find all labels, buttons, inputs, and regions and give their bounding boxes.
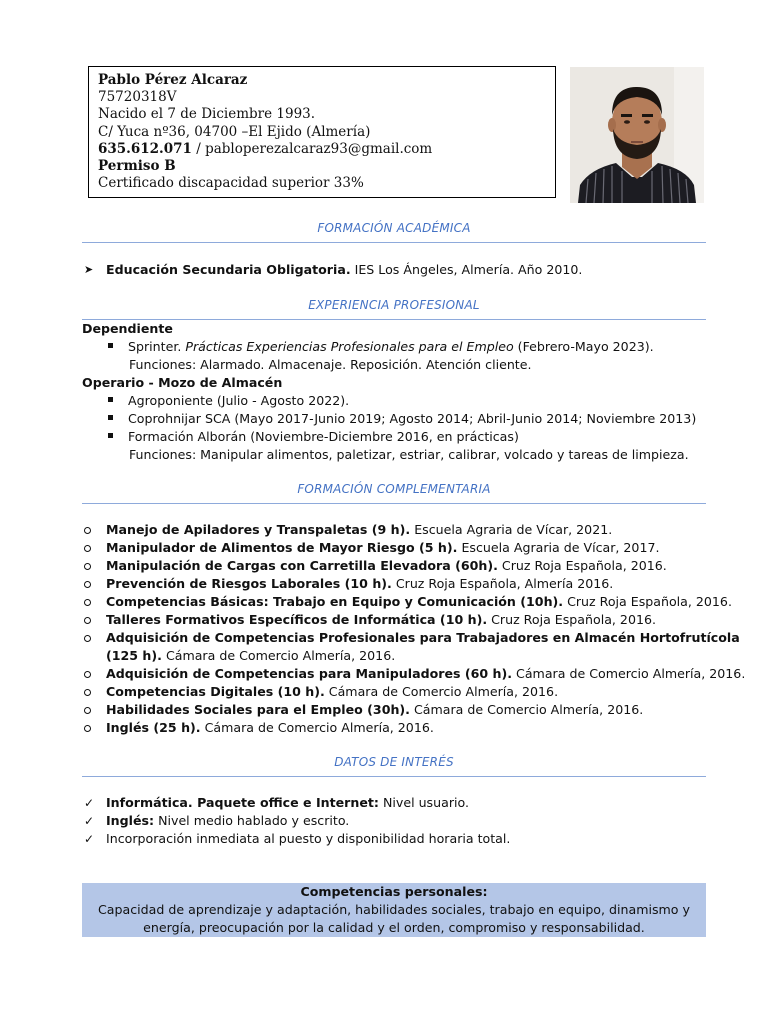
interest-label: Informática. Paquete office e Internet: — [106, 795, 379, 810]
interest-label: Inglés: — [106, 813, 155, 828]
course-title: Prevención de Riesgos Laborales (10 h). — [106, 576, 392, 591]
course-item — [106, 683, 558, 701]
interest-item — [106, 830, 510, 848]
dni: 75720318V — [98, 89, 177, 106]
personal-skills-line: energía, preocupación por la calidad y el orden, compromiso y responsabilidad. — [143, 920, 645, 935]
square-bullet-icon — [108, 415, 113, 420]
course-detail: Escuela Agraria de Vícar, 2017. — [457, 540, 660, 555]
course-title: Habilidades Sociales para el Empleo (30h). — [106, 702, 410, 717]
interest-item — [106, 794, 469, 812]
course-item — [106, 719, 434, 737]
phone: 635.612.071 — [98, 140, 192, 157]
circle-bullet-icon — [84, 689, 91, 696]
circle-bullet-icon — [84, 671, 91, 678]
checkmark-icon: ✓ — [84, 832, 95, 846]
square-bullet-icon — [108, 397, 113, 402]
section-title-formacion: FORMACIÓN ACADÉMICA — [317, 221, 471, 235]
driving-license: Permiso B — [98, 158, 176, 175]
interest-detail: Nivel medio hablado y escrito. — [154, 813, 350, 828]
email[interactable]: pabloperezalcaraz93@gmail.com — [205, 140, 433, 157]
course-title: Competencias Básicas: Trabajo en Equipo y Comunicación (10h). — [106, 594, 564, 609]
profile-photo — [570, 67, 704, 203]
circle-bullet-icon — [84, 563, 91, 570]
course-detail: Cruz Roja Española, Almería 2016. — [391, 576, 614, 591]
education-detail: IES Los Ángeles, Almería. Año 2010. — [350, 262, 583, 277]
email-separator: / — [191, 140, 206, 157]
education-item — [106, 261, 582, 279]
interest-detail: Nivel usuario. — [378, 795, 469, 810]
course-detail: Cámara de Comercio Almería, 2016. — [512, 666, 746, 681]
course-item — [106, 593, 732, 611]
circle-bullet-icon — [84, 635, 91, 642]
circle-bullet-icon — [84, 725, 91, 732]
circle-bullet-icon — [84, 599, 91, 606]
section-title-experiencia: EXPERIENCIA PROFESIONAL — [308, 298, 480, 312]
course-item — [106, 611, 656, 629]
portrait-illustration — [570, 67, 704, 203]
job-sprinter — [128, 338, 654, 356]
role-operario: Operario - Mozo de Almacén — [82, 375, 283, 390]
job-agroponiente: Agroponiente (Julio - Agosto 2022). — [128, 393, 350, 408]
course-item — [106, 575, 613, 593]
section-divider — [82, 319, 706, 320]
course-detail: Cruz Roja Española, 2016. — [497, 558, 667, 573]
course-title: Talleres Formativos Específicos de Informática (10 h). — [106, 612, 488, 627]
job-period: (Febrero-Mayo 2023). — [513, 339, 654, 354]
role-dependiente: Dependiente — [82, 321, 173, 336]
square-bullet-icon — [108, 433, 113, 438]
section-title-complementaria: FORMACIÓN COMPLEMENTARIA — [297, 482, 491, 496]
course-title: Inglés (25 h). — [106, 720, 201, 735]
circle-bullet-icon — [84, 617, 91, 624]
course-detail: Cámara de Comercio Almería, 2016. — [161, 648, 396, 663]
section-title-interes: DATOS DE INTERÉS — [334, 755, 454, 769]
circle-bullet-icon — [84, 527, 91, 534]
arrow-bullet-icon: ➤ — [84, 263, 94, 276]
checkmark-icon: ✓ — [84, 796, 95, 810]
course-detail: Escuela Agraria de Vícar, 2021. — [410, 522, 613, 537]
contact-line — [98, 141, 555, 158]
circle-bullet-icon — [84, 545, 91, 552]
job-company: Sprinter. — [128, 339, 186, 354]
job-program: Prácticas Experiencias Profesionales para el Empleo — [185, 339, 514, 354]
course-title: Manejo de Apiladores y Transpaletas (9 h). — [106, 522, 411, 537]
circle-bullet-icon — [84, 581, 91, 588]
course-detail: Cámara de Comercio Almería, 2016. — [200, 720, 434, 735]
contact-box — [88, 66, 556, 198]
course-detail: Cámara de Comercio Almería, 2016. — [409, 702, 644, 717]
circle-bullet-icon — [84, 707, 91, 714]
course-hours: (125 h). — [106, 648, 162, 663]
disability-certificate: Certificado discapacidad superior 33% — [98, 175, 364, 192]
personal-skills-title: Competencias personales: — [300, 884, 488, 899]
job-functions: Funciones: Alarmado. Almacenaje. Reposición. Atención cliente. — [129, 357, 532, 372]
course-item — [106, 665, 745, 683]
education-title: Educación Secundaria Obligatoria. — [106, 262, 351, 277]
interest-item — [106, 812, 349, 830]
birth-date: Nacido el 7 de Diciembre 1993. — [98, 106, 316, 123]
course-title: Manipulador de Alimentos de Mayor Riesgo (5 h). — [106, 540, 458, 555]
course-title: Competencias Digitales (10 h). — [106, 684, 325, 699]
course-item — [106, 521, 612, 539]
section-divider — [82, 503, 706, 504]
section-divider — [82, 776, 706, 777]
interest-detail: Incorporación inmediata al puesto y disponibilidad horaria total. — [106, 831, 511, 846]
job-coprohnijar: Coprohnijar SCA (Mayo 2017-Junio 2019; Agosto 2014; Abril-Junio 2014; Noviembre 2013) — [128, 411, 697, 426]
job-alboran: Formación Alborán (Noviembre-Diciembre 2016, en prácticas) — [128, 429, 519, 444]
section-divider — [82, 242, 706, 243]
course-title: Manipulación de Cargas con Carretilla Elevadora (60h). — [106, 558, 498, 573]
course-item — [106, 701, 643, 719]
candidate-name: Pablo Pérez Alcaraz — [98, 72, 248, 88]
course-title: Adquisición de Competencias para Manipuladores (60 h). — [106, 666, 513, 681]
checkmark-icon: ✓ — [84, 814, 95, 828]
course-detail: Cámara de Comercio Almería, 2016. — [324, 684, 559, 699]
course-item — [106, 557, 667, 575]
address: C/ Yuca nº36, 04700 –El Ejido (Almería) — [98, 123, 371, 140]
course-item-continuation — [106, 647, 395, 665]
square-bullet-icon — [108, 343, 113, 348]
course-detail: Cruz Roja Española, 2016. — [487, 612, 656, 627]
personal-skills-line: Capacidad de aprendizaje y adaptación, habilidades sociales, trabajo en equipo, dinamismo y — [98, 902, 690, 917]
course-title-long: Adquisición de Competencias Profesionales para Trabajadores en Almacén Hortofrutícola — [106, 630, 740, 645]
course-item — [106, 539, 659, 557]
course-detail: Cruz Roja Española, 2016. — [563, 594, 732, 609]
job-functions: Funciones: Manipular alimentos, paletizar, estriar, calibrar, volcado y tareas de limpieza. — [129, 447, 689, 462]
personal-skills-box — [82, 883, 706, 937]
